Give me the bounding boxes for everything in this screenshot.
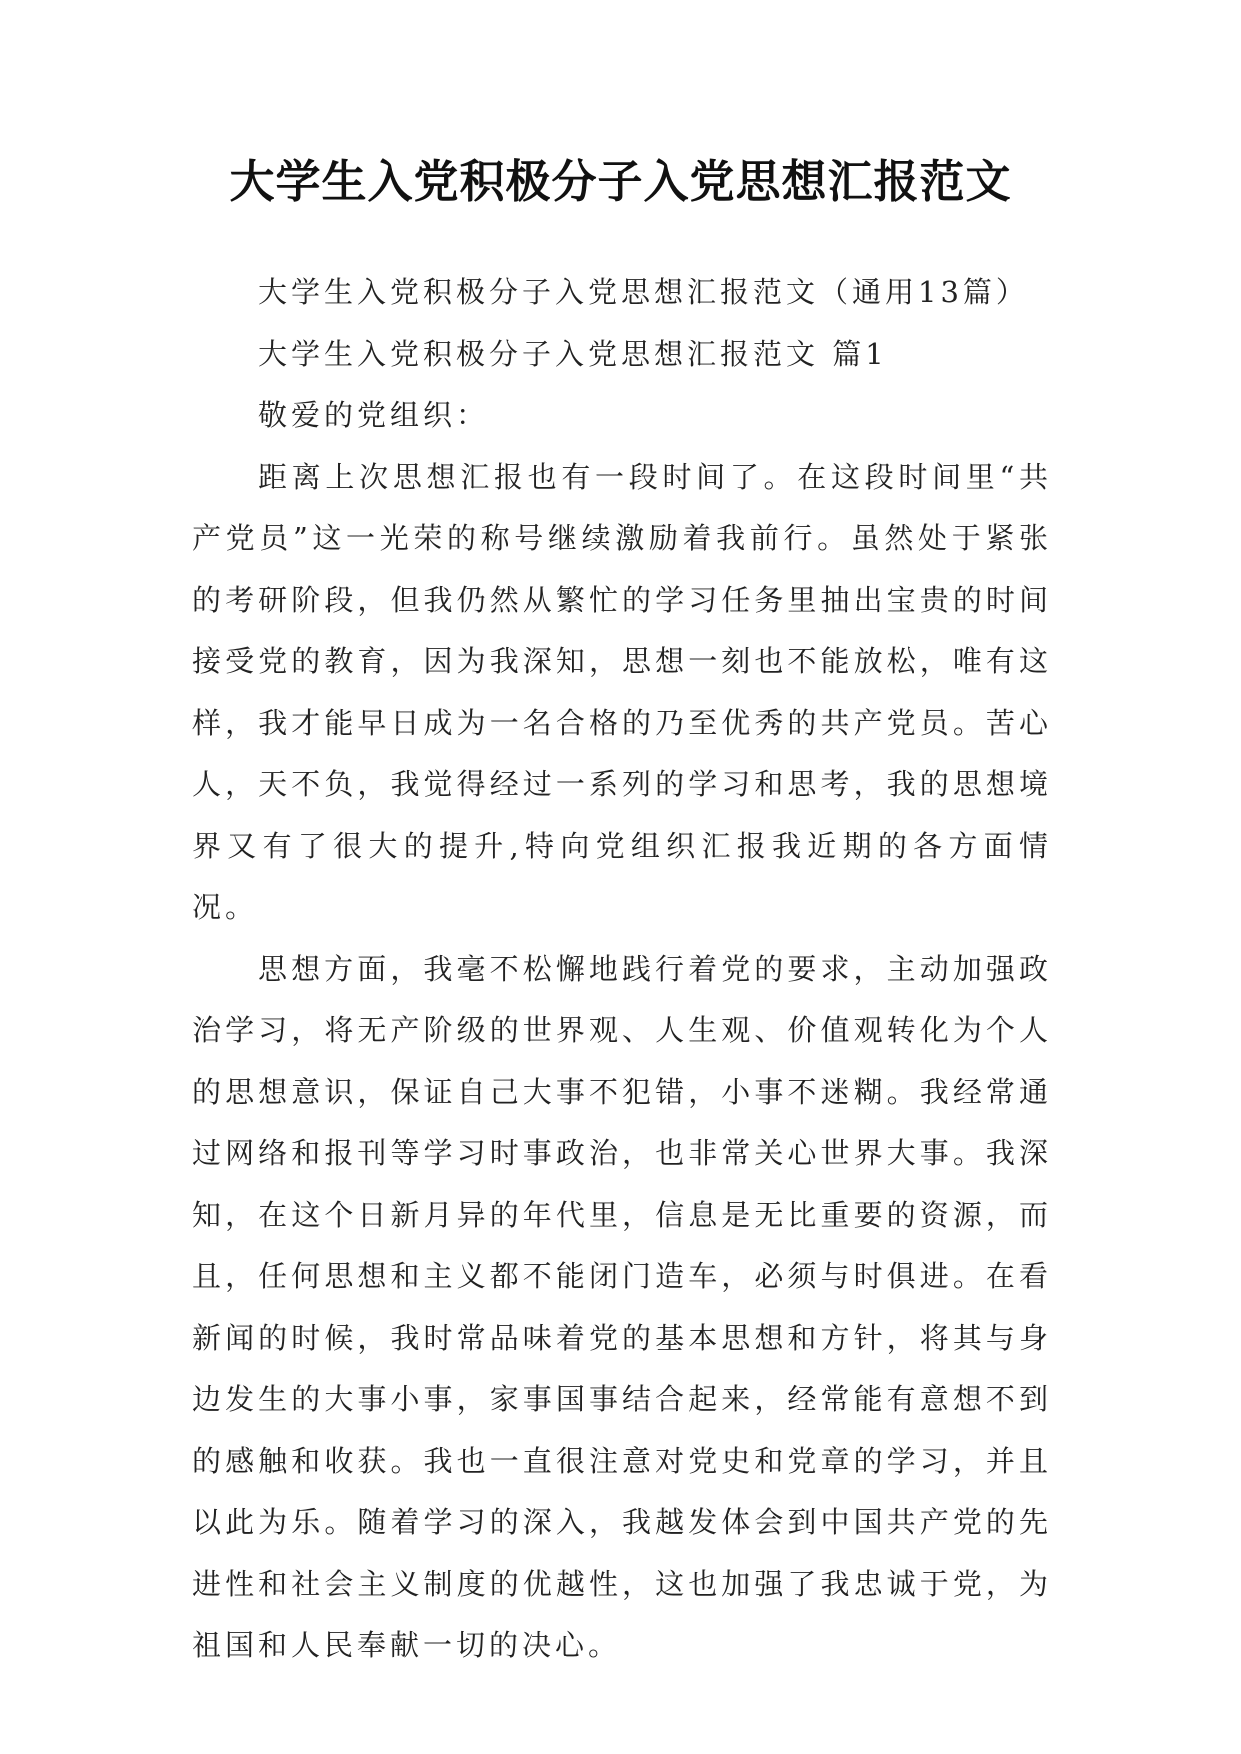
body-paragraph: 思想方面，我毫不松懈地践行着党的要求，主动加强政治学习，将无产阶级的世界观、人生观、价值观转化为个人的思想意识，保证自己大事不犯错，小事不迷糊。我经常通过网络和报刊等学习时事政治，也非常关心世界大事。我深知，在这个日新月异的年代里，信息是无比重要的资源，而且，任何思想和主义都不能闭门造车，必须与时俱进。在看新闻的时候，我时常品味着党的基本思想和方针，将其与身边发生的大事小事，家事国事结合起来，经常能有意想不到的感触和收获。我也一直很注意对党史和党章的学习，并且以此为乐。随着学习的深入，我越发体会到中国共产党的先进性和社会主义制度的优越性，这也加强了我忠诚于党，为祖国和人民奉献一切的决心。 [192,951,1052,1662]
salutation: 敬爱的党组织： [258,398,490,432]
body-paragraph: 距离上次思想汇报也有一段时间了。在这段时间里“共产党员”这一光荣的称号继续激励着我前行。虽然处于紧张的考研阶段，但我仍然从繁忙的学习任务里抽出宝贵的时间接受党的教育，因为我深知，思想一刻也不能放松，唯有这样，我才能早日成为一名合格的乃至优秀的共产党员。苦心人，天不负，我觉得经过一系列的学习和思考，我的思想境界又有了很大的提升,特向党组织汇报我近期的各方面情况。 [192,459,1052,924]
document-body [192,262,1052,1677]
section-heading: 大学生入党积极分子入党思想汇报范文 篇1 [258,336,888,371]
document-subtitle: 大学生入党积极分子入党思想汇报范文（通用13篇） [258,275,1029,309]
document-title: 大学生入党积极分子入党思想汇报范文 [229,155,1012,208]
